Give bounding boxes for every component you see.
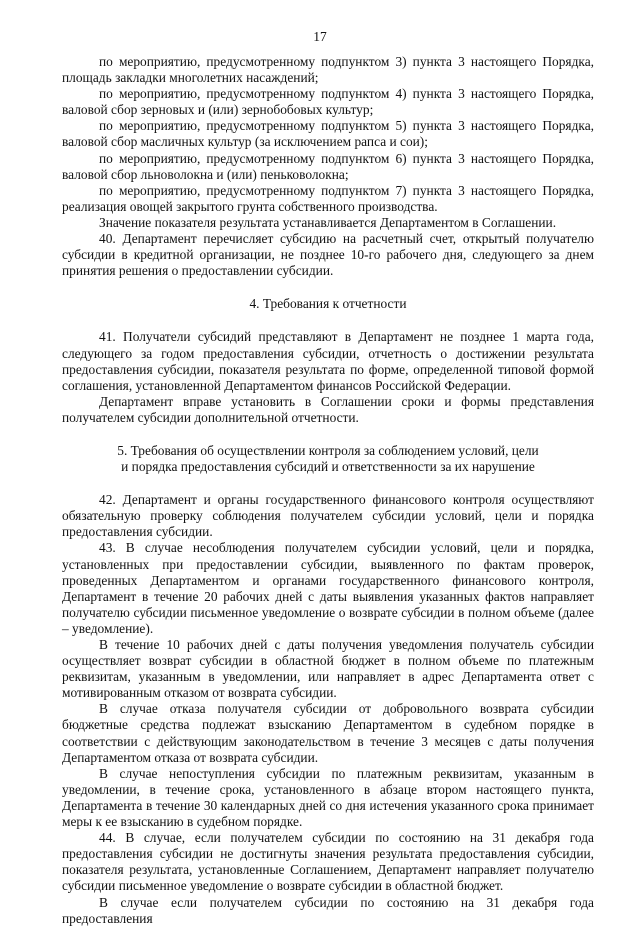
paragraph-result-value: Значение показателя результата устанавливается Департаментом в Соглашении.	[99, 214, 557, 230]
paragraph-43-refusal: В случае отказа получателя субсидии от добровольного возврата субсидии бюджетные средства подлежат взысканию Департаментом в судебном порядке в соответствии с действующим законодательством в течение 3 месяцев с даты получения Департаментом отказа от возврата субсидии.	[62, 701, 594, 765]
section-heading-4: 4. Требования к отчетности	[249, 296, 407, 312]
paragraph-43-return: В течение 10 рабочих дней с даты получения уведомления получатель субсидии осуществляет возврат субсидии в областной бюджет в полном объеме по платежным реквизитам, указанным в уведомлении, или направляет в адрес Департамента ответ с мотивированным отказом от возврата субсидии.	[62, 637, 594, 701]
paragraph-41: 41. Получатели субсидий представляют в Департамент не позднее 1 марта года, следующего за годом предоставления субсидии, отчетность о достижении результата предоставления субсидии, показателя результата по форме, определенной типовой формой соглашения, установленной Департаментом финансов Российской Федерации.	[62, 329, 594, 393]
paragraph-44: 44. В случае, если получателем субсидии по состоянию на 31 декабря года предоставления субсидии не достигнуты значения результата предоставления субсидии, показателя результата, установленные Соглашением, Департамент направляет получателю субсидии письменное уведомление о возврате субсидии в областной бюджет.	[62, 830, 594, 894]
paragraph-measure-3: по мероприятию, предусмотренному подпунктом 3) пункта 3 настоящего Порядка, площадь закладки многолетних насаждений;	[62, 54, 594, 86]
paragraph-measure-5: по мероприятию, предусмотренному подпунктом 5) пункта 3 настоящего Порядка, валовой сбор масличных культур (за исключением рапса и сои);	[62, 118, 594, 150]
paragraph-40: 40. Департамент перечисляет субсидию на расчетный счет, открытый получателю субсидии в кредитной организации, не позднее 10-го рабочего дня, следующего за днем принятия решения о предоставлении субсидии.	[62, 231, 594, 279]
section-heading-5-line-2: и порядка предоставления субсидий и ответственности за их нарушение	[121, 459, 535, 475]
paragraph-42: 42. Департамент и органы государственного финансового контроля осуществляют обязательную проверку соблюдения получателем субсидии условий, цели и порядка предоставления субсидии.	[62, 492, 594, 540]
paragraph-measure-4: по мероприятию, предусмотренному подпунктом 4) пункта 3 настоящего Порядка, валовой сбор зерновых и (или) зернобобовых культур;	[62, 86, 594, 118]
paragraph-measure-6: по мероприятию, предусмотренному подпунктом 6) пункта 3 настоящего Порядка, валовой сбор льноволокна и (или) пеньковолокна;	[62, 150, 594, 182]
paragraph-44-continued: В случае если получателем субсидии по состоянию на 31 декабря года предоставления	[62, 894, 594, 926]
section-heading-5-line-1: 5. Требования об осуществлении контроля за соблюдением условий, цели	[117, 442, 539, 458]
paragraph-43-non-receipt: В случае непоступления субсидии по платежным реквизитам, указанным в уведомлении, в течение срока, установленного в абзаце втором настоящего пункта, Департамента в течение 30 календарных дней со дня истечения указанного срока принимает меры к ее взысканию в судебном порядке.	[62, 765, 594, 830]
paragraph-additional-reporting: Департамент вправе установить в Соглашении сроки и формы представления получателем субсидии дополнительной отчетности.	[62, 393, 594, 425]
page-number: 17	[313, 29, 327, 44]
paragraph-measure-7: по мероприятию, предусмотренному подпунктом 7) пункта 3 настоящего Порядка, реализация овощей закрытого грунта собственного производства.	[62, 182, 594, 214]
document-body	[62, 54, 594, 927]
paragraph-43: 43. В случае несоблюдения получателем субсидии условий, цели и порядка, установленных при предоставлении субсидии, выявленного по фактам проверок, проведенных Департаментом и органами государственного финансового контроля, Департамент в течение 20 рабочих дней с даты выявления указанных фактов направляет получателю субсидии письменное уведомление о возврате субсидии в полном объеме (далее – уведомление).	[62, 540, 594, 636]
